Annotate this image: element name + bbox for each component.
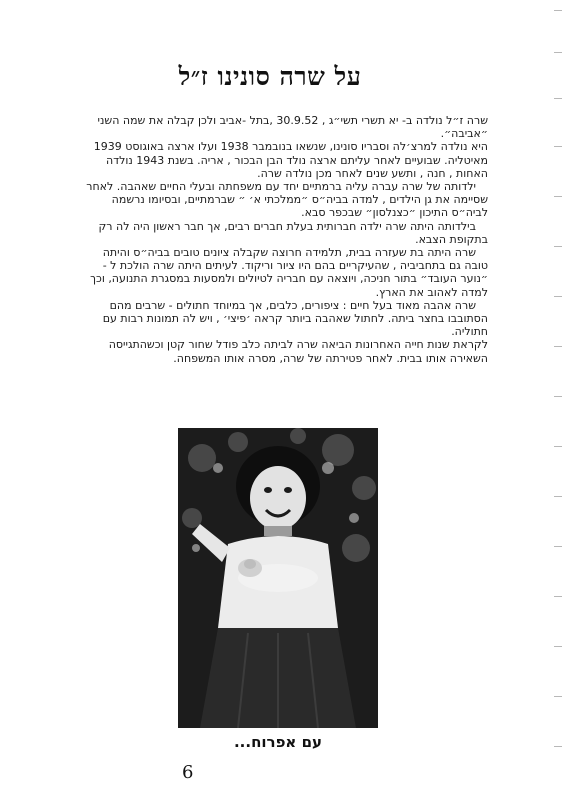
paragraph-animals: שרה אהבה מאוד בעל חיים : ציפורים, כלבים, אך במיוחד חתולים - שרבים מהם הסתובבו בחצר ביתה. לחתול שאהבה ביותר קראה ׳פיצי׳ , ויש לה תמונות רבות עם חתוליה. [102, 298, 488, 339]
memorial-text [76, 114, 488, 365]
page-title: על שרה סונינו ז״ל [178, 62, 362, 91]
photo-caption: עם אפרוח... [233, 733, 323, 751]
paragraph-friends: בילדותה היתה שרה ילדה חברותית בעלת חברים רבים, אך חבר ראשון היה לה רק בתקופת הצבא. [98, 219, 488, 246]
paragraph-dog: לקראת שנות חייה האחרונות הביאה שרה לביתה כלב פודל שחור קטן וכשהתגייסה השאירה אותו בבית. לאחר פטירתה של שרה, מסרה אותו המשפחה. [108, 338, 488, 365]
scan-edge-marks [546, 0, 566, 800]
paragraph-school: שרה היתה בת שעזרה בבית, תלמידה חרוצה שקבלה ציונים טובים בביה״ס והיתה טובה גם בתחביביה , שהעיקריים בהם היו ציור וריקוד. לעיתים היתה שרה הולכת ל - ״נוער העובד״ בתור חניכה, ויוצאה עם חבריה לטיולים ולמסעות במסגרת התנועה, וכך למדה לאהוב את הארץ. [90, 246, 488, 299]
childhood-photo-icon [178, 428, 378, 728]
paragraph-birth: שרה ז״ל נולדה ב- יא תשרי תשי״ג , 30.9.52 ,בתל -אביב ולכן קבלה את שמה השני ״אביבה״. [97, 114, 488, 141]
paragraph-childhood: ילדותה של שרה עברה עליה ברמתיים יחד עם משפחתה ובעלי החיים שאהבה. לאחר שסיימה את גן הילדים , למדה בביה״ס ״ממלכתי א׳ ״ שברמתיים, ובסיומו נרשמה לביה״ס התיכון ״כצנלסון״ שבכפר סבא. [86, 180, 488, 220]
paragraph-parents: היא נולדה למרצ׳לה וסבריו סונינו, שנשאו בנובמבר 1938 ועלו ארצה באוגוסט 1939 מאיטליה. שבועיים לאחר עליתם ארצה נולד הבן הבכור , אריה. בשנת 1943 נולדה האחות , חנה , ותשע שנים לאחר מכן נולדה שרה. [93, 140, 488, 180]
page-number: 6 [182, 762, 194, 783]
childhood-photo [178, 428, 378, 728]
